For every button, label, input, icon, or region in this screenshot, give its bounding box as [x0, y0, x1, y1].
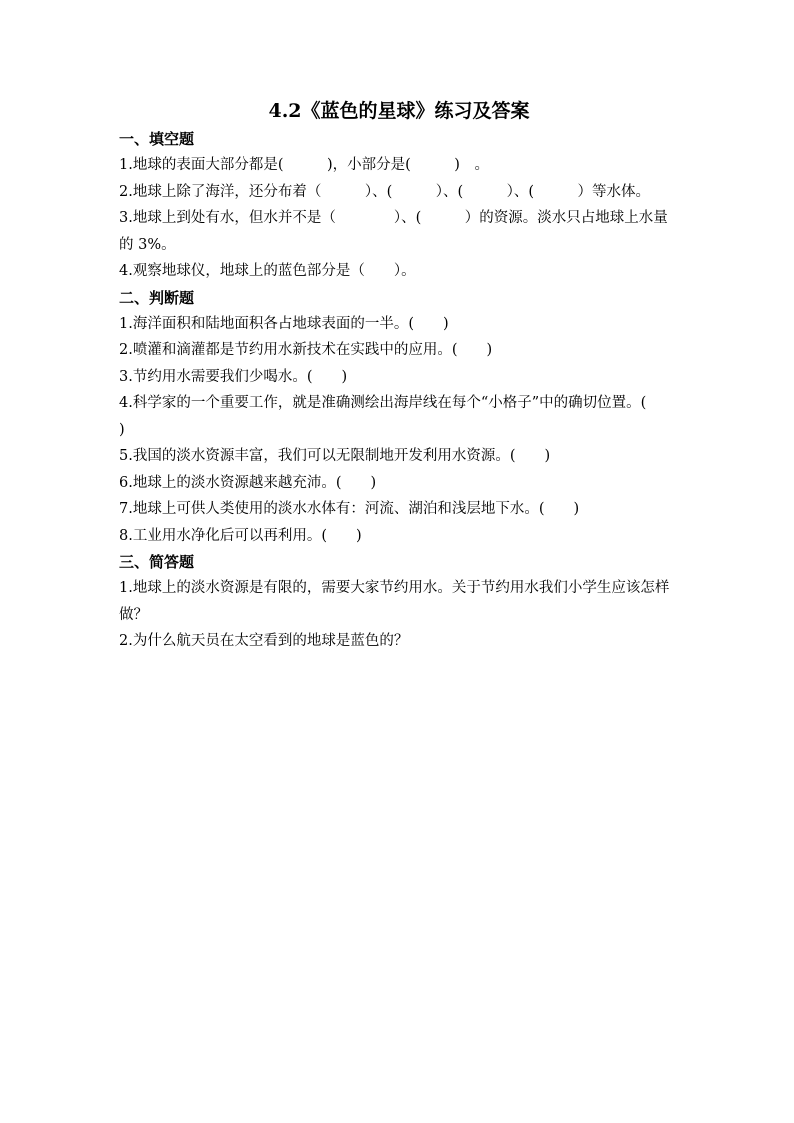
- question-item: 4.科学家的一个重要工作，就是准确测绘出海岸线在每个“小格子”中的确切位置。( ): [119, 395, 676, 438]
- section-heading: 二、判断题: [119, 288, 195, 307]
- section-heading: 一、填空题: [119, 130, 195, 148]
- section-short-answer: [119, 549, 679, 655]
- question-item: 3.节约用水需要我们少喝水。( ): [119, 368, 348, 385]
- section-heading: 三、简答题: [119, 553, 195, 571]
- question-item: 1.地球上的淡水资源是有限的，需要大家节约用水。关于节约用水我们小学生应该怎样做？: [119, 580, 670, 623]
- question-item: 2.为什么航天员在太空看到的地球是蓝色的？: [119, 633, 409, 649]
- question-item: 3.地球上到处有水，但水并不是（ ）、( ）的资源。淡水只占地球上水量的 3%。: [119, 210, 668, 253]
- question-item: 7.地球上可供人类使用的淡水水体有：河流、湖泊和浅层地下水。( ): [119, 501, 580, 517]
- question-item: 2.地球上除了海洋，还分布着（ ）、( ）、( ）、( ）等水体。: [119, 183, 651, 200]
- question-item: 5.我国的淡水资源丰富，我们可以无限制地开发利用水资源。( ): [119, 448, 551, 464]
- question-item: 6.地球上的淡水资源越来越充沛。( ): [119, 474, 377, 491]
- question-item: 1.海洋面积和陆地面积各占地球表面的一半。( ): [119, 315, 449, 332]
- section-fill-in-blanks: [119, 126, 679, 285]
- document-content: [119, 96, 679, 655]
- section-true-false: [119, 285, 679, 550]
- question-item: 2.喷灌和滴灌都是节约用水新技术在实践中的应用。( ): [119, 342, 493, 358]
- document-title: 4.2《蓝色的星球》练习及答案: [268, 100, 530, 122]
- question-item: 1.地球的表面大部分都是( )，小部分是( ) 。: [119, 157, 489, 173]
- question-item: 8.工业用水净化后可以再利用。( ): [119, 527, 362, 544]
- question-item: 4.观察地球仪，地球上的蓝色部分是（ ）。: [119, 263, 416, 279]
